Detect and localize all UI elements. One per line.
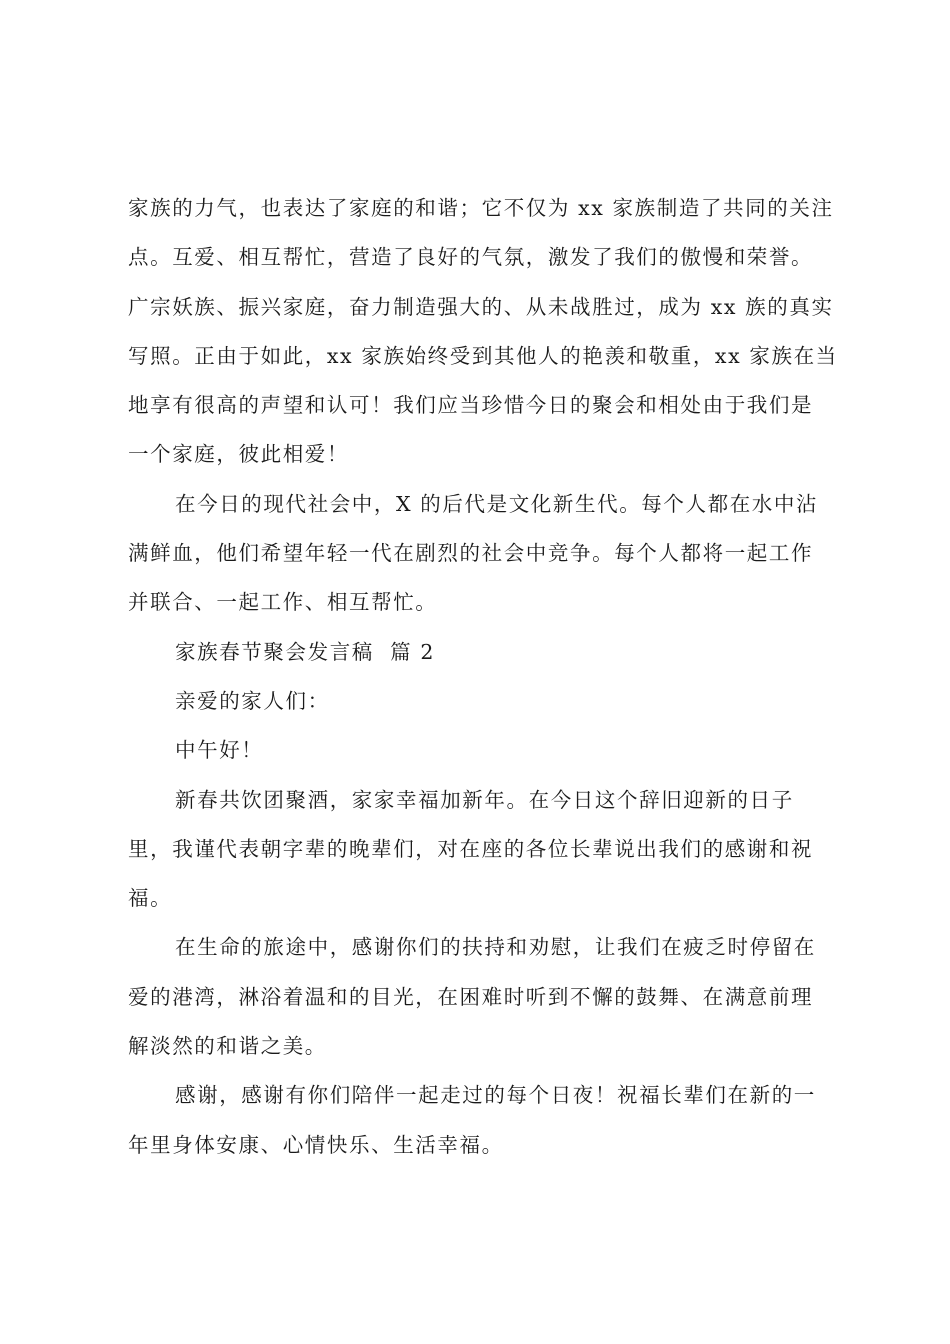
section-heading [128, 628, 838, 677]
text-line: 亲爱的家人们： [175, 688, 330, 713]
text-line: 在生命的旅途中，感谢你们的扶持和劝慰，让我们在疲乏时停留在 [175, 935, 816, 960]
text-line: 在今日的现代社会中，X 的后代是文化新生代。每个人都在水中沾 [175, 491, 819, 516]
paragraph-new-year [128, 776, 838, 924]
text-line: 地享有很高的声望和认可！我们应当珍惜今日的聚会和相处由于我们是 [128, 393, 814, 418]
text-line: 年里身体安康、心情快乐、生活幸福。 [128, 1132, 504, 1157]
salutation [128, 677, 838, 726]
text-line: 感谢，感谢有你们陪伴一起走过的每个日夜！祝福长辈们在新的一 [175, 1083, 816, 1108]
text-line: 满鲜血，他们希望年轻一代在剧烈的社会中竞争。每个人都将一起工作 [128, 541, 814, 566]
section-title: 家族春节聚会发言稿 篇 2 [175, 639, 435, 664]
text-line: 并联合、一起工作、相互帮忙。 [128, 590, 438, 615]
text-line: 里，我谨代表朝字辈的晚辈们，对在座的各位长辈说出我们的感谢和祝 [128, 836, 814, 861]
text-line: 写照。正由于如此，xx 家族始终受到其他人的艳羡和敬重，xx 家族在当 [128, 343, 838, 368]
text-line: 点。互爱、相互帮忙，营造了良好的气氛，激发了我们的傲慢和荣誉。 [128, 245, 814, 270]
paragraph-family-strength [128, 184, 838, 480]
text-line: 福。 [128, 886, 173, 911]
text-line: 广宗妖族、振兴家庭，奋力制造强大的、从未战胜过，成为 xx 族的真实 [128, 294, 834, 319]
paragraph-life-journey [128, 923, 838, 1071]
paragraph-modern-society [128, 480, 838, 628]
greeting [128, 726, 838, 775]
text-line: 新春共饮团聚酒，家家幸福加新年。在今日这个辞旧迎新的日子 [175, 787, 794, 812]
text-line: 爱的港湾，淋浴着温和的目光，在困难时听到不懈的鼓舞、在满意前理 [128, 984, 814, 1009]
text-line: 家族的力气，也表达了家庭的和谐；它不仅为 xx 家族制造了共同的关注 [128, 196, 834, 220]
text-line: 解淡然的和谐之美。 [128, 1034, 327, 1059]
paragraph-thanks [128, 1071, 838, 1170]
text-line: 中午好！ [175, 738, 264, 763]
text-line: 一个家庭，彼此相爱！ [128, 442, 349, 467]
document-body [128, 184, 838, 1170]
